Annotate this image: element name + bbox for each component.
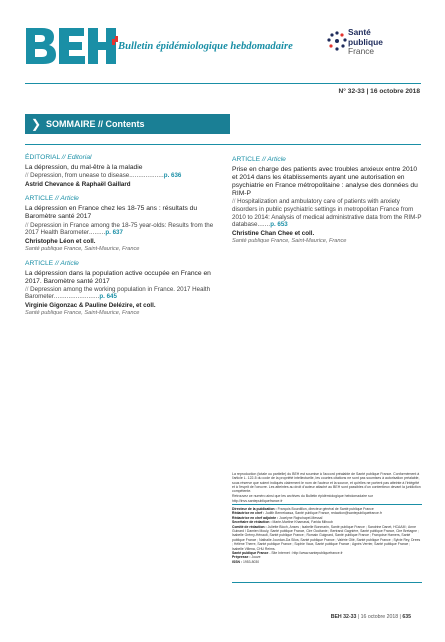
toc-title: La dépression, du mal-être à la maladie: [25, 164, 143, 171]
credit-line: ISSN : 1953-8030: [232, 559, 260, 564]
credit-line: Rédactrice en chef adjointe : Jocelyne Rajnchapel-Messaï: [232, 515, 323, 520]
page-number: p. 637: [105, 229, 123, 237]
beh-logo: [24, 26, 118, 66]
toc-entry-article-3[interactable]: [232, 156, 422, 245]
toc-entry-article-2[interactable]: [25, 260, 215, 317]
toc-translation: // Depression, from unease to disease...................p. 636: [25, 172, 182, 180]
reproduction-notice: La reproduction (totale ou partielle) du BEH est soumise à l'accord préalable de Santé publique France. Conformément à l'article L. 122-5 du code de la propriété intellectuelle, les courtes citations ne sont pas soumises à autorisation préalable, sous réserve que soient indiqués clairement le nom de l'auteur et la source, et qu'elles ne portent pas atteinte à l'intégrité et à l'esprit de l'oeuvre. Les atteintes au droit d'auteur attaché au BEH sont passibles d'un contentieux devant la juridiction compétente.: [232, 472, 421, 494]
sante-publique-france-logo-icon: [326, 30, 348, 52]
toc-affiliation: Santé publique France, Saint-Maurice, France: [232, 237, 347, 244]
archives-notice[interactable]: Retrouvez ce numéro ainsi que les archives du Bulletin épidémiologique hebdomadaire sur http://invs.santepubliquefrance.fr: [232, 494, 373, 503]
credit-line: Prépresse : Jouve: [232, 555, 261, 560]
toc-entry-article-1[interactable]: [25, 195, 215, 252]
header-divider: [25, 83, 421, 84]
chevron-right-icon: ❯: [31, 117, 42, 131]
credit-line: Comité de rédaction : Juliette Bloch, Anses ; Isabelle Bonmarin, Santé publique France ; Sandrine Danet, HCAAM ; Anne Guinard / Damien Mouly, Santé publique France, Cire Occitanie ; Bertrand Gagnière, Santé publique France, Cire Bretagne ; Isabelle Grémy-Hénault, Santé publique France ; Romain Guignard, Santé publique France ; Françoise Hamers, Santé publique France ; Nathalie Jourdan-Da Silva, Santé publique France ; Valérie Olié, Santé publique France ; Sylvie Rey, Drees ; Hélène Therre, Santé publique France ; Sophie Vaux, Santé publique France ; Agnès Verrier, Santé publique France ; Isabelle Villena, CHU Reims.: [232, 524, 421, 551]
toc-translation: // Depression in France among the 18-75 year-olds: Results from the 2017 Health Barometer.........p. 637: [25, 221, 214, 237]
toc-authors: Christophe Léon et coll.: [25, 237, 96, 245]
page-footer: BEH 32-33 | 16 octobre 2018 | 635: [330, 614, 411, 620]
credit-line: Directeur de la publication : François Bourdillon, directeur général de Santé publique France: [232, 507, 374, 511]
section-label: ÉDITORIAL // Editorial: [25, 154, 92, 161]
credit-line: Santé publique France - Site Internet : http://www.santepubliquefrance.fr: [232, 551, 343, 556]
contents-left-column: [25, 150, 215, 324]
toc-translation: // Hospitalization and ambulatory care of patients with anxiety disorders in public psychiatric settings in metropolitan France from 2010 to 2014: Analysis of medical administrative data from the RIM-P database.......p. 653: [232, 198, 422, 229]
credit-line: Rédactrice en chef : Judith Benrekassa, Santé publique France, redaction@santepubliquefrance.fr: [232, 511, 382, 516]
toc-translation: // Depression among the working population in France. 2017 Health Barometer.........................p. 645: [25, 285, 211, 301]
section-label: ARTICLE // Article: [25, 195, 79, 203]
contents-right-column: [232, 152, 422, 252]
credit-line: Secrétaire de rédaction : Marie-Martine Khamassi, Farida Mihoub: [232, 520, 333, 525]
toc-title: La dépression dans la population active occupée en France en 2017. Baromètre santé 2017: [25, 269, 211, 285]
section-label: ARTICLE // Article: [25, 259, 79, 267]
banner-divider: [25, 144, 421, 145]
section-label: ARTICLE // Article: [232, 156, 286, 163]
toc-authors: Virginie Gigonzac & Pauline Delézire, et coll.: [25, 302, 156, 310]
sante-publique-france-wordmark: Santé publique France: [348, 27, 383, 56]
toc-affiliation: Santé publique France, Saint-Maurice, France: [25, 245, 140, 252]
toc-title: La dépression en France chez les 18-75 ans : résultats du Baromètre santé 2017: [25, 205, 198, 221]
credits-box: [232, 507, 422, 564]
toc-entry-editorial[interactable]: [25, 154, 215, 188]
credits-divider-top: [232, 504, 422, 505]
toc-authors: Astrid Chevance & Raphaël Gaillard: [25, 180, 131, 188]
page-number: p. 653: [270, 221, 288, 229]
sommaire-title: SOMMAIRE // Contents: [46, 119, 145, 129]
page-number: p. 636: [163, 172, 182, 180]
toc-title: Prise en charge des patients avec troubles anxieux entre 2010 et 2014 dans les établissements ayant une autorisation en psychiatrie en France métropolitaine : analyse des données du RIM-P: [232, 166, 418, 198]
issue-number: N° 32-33 | 16 octobre 2018: [338, 88, 420, 95]
credits-divider-bottom: [232, 582, 422, 583]
bulletin-title: Bulletin épidémiologique hebdomadaire: [118, 41, 293, 52]
toc-affiliation: Santé publique France, Saint-Maurice, France: [25, 309, 140, 316]
footer-page-number: 635: [402, 614, 411, 620]
page-number: p. 645: [99, 293, 117, 301]
toc-authors: Christine Chan Chee et coll.: [232, 230, 315, 238]
legal-notice: [232, 472, 422, 503]
